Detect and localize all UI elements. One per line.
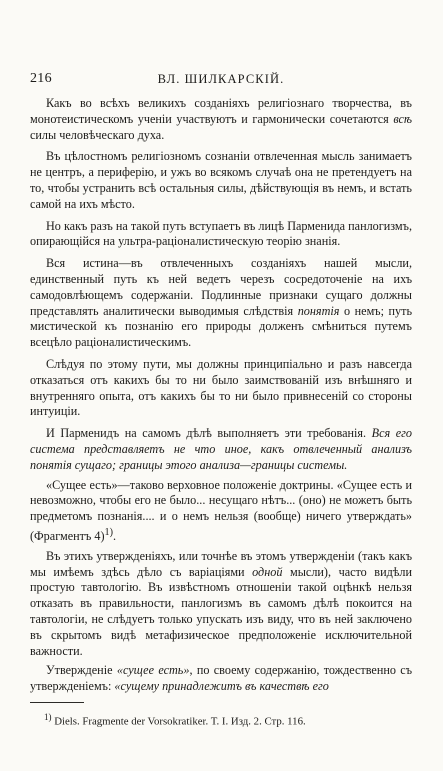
paragraph-9-emphasis-1: «сущее есть» <box>116 663 190 678</box>
paragraph-6-emphasis: Вся его система представляетъ не что иное, какъ отвлеченный анализъ понятія сущаго; границы этого анализа—границы системы. <box>30 426 412 472</box>
paragraph-5: Слѣдуя по этому пути, мы должны принципіально и разъ навсегда отказаться отъ какихъ бы то ни было заимствованій изъ внѣшняго и внутренняго опыта, отъ какихъ бы то ни было привнесеній со стороны интуиціи. <box>30 356 412 419</box>
paragraph-8-emphasis: одной <box>252 564 283 579</box>
paragraph-9-middle: , по своему содержанію, тождественно съ утвержденіемъ: <box>30 663 413 694</box>
paragraph-1-text: Какъ во всѣхъ великихъ созданіяхъ религіознаго творчества, въ монотеистическомъ ученіи участвуютъ и гармонически сочетаются <box>30 96 412 126</box>
footnote <box>44 711 412 729</box>
paragraph-9-text: Утвержденіе <box>46 663 113 678</box>
paragraph-9 <box>30 663 412 695</box>
footnote-reference: 1) <box>104 526 113 538</box>
footnote-marker: 1) <box>44 712 52 722</box>
running-head: ВЛ. ШИЛКАРСКІЙ. <box>157 72 285 86</box>
paragraph-8-end: мысли), часто видѣли простую тавтологію. Въ извѣстномъ отношеніи такой оцѣнкѣ нельзя отказать въ правильности, панлогизмъ въ самомъ дѣлѣ покоится на тавтологіи, не слѣдуетъ только упускать изъ виду, что въ ней заключено въ скрытомъ видѣ метафизическое предположеніе исключительной важности. <box>30 564 413 658</box>
paragraph-4 <box>30 256 412 351</box>
footnote-text: Diels. Fragmente der Vorsokratiker. T. I. Изд. 2. Стр. 116. <box>54 715 306 728</box>
paragraph-4-text: Вся истина—въ отвлеченныхъ созданіяхъ нашей мысли, единственный путь къ ней ведетъ черезъ сосредоточеніе на ихъ самодовлѣющемъ содержаніи. Подлинные признаки сущаго должны представлять аналитически выводимыя слѣдствія <box>30 256 412 318</box>
paragraph-1 <box>30 96 412 143</box>
paragraph-3: Но какъ разъ на такой путь вступаетъ въ лицѣ Парменида панлогизмъ, опирающійся на ультра-раціоналистическую теорію знанія. <box>30 218 412 249</box>
footnote-divider <box>30 702 84 703</box>
paragraph-8 <box>30 549 412 660</box>
paragraph-7-text: «Сущее есть»—таково верховное положеніе доктрины. «Сущее есть и невозможно, чтобы его не было... несущаго нѣтъ... (оно) не можетъ быть предметомъ познанія.... и о немъ нельзя (вообще) ничего утверждать» (Фрагментъ 4) <box>30 477 412 543</box>
paragraph-4-emphasis: понятія <box>297 303 340 318</box>
page-header <box>30 71 412 89</box>
paragraph-6-text: И Парменидъ на самомъ дѣлѣ выполняетъ эти требованія. <box>46 426 367 441</box>
paragraph-8-text: Въ этихъ утвержденіяхъ, или точнѣе въ этомъ утвержденіи (такъ какъ мы имѣемъ здѣсь дѣло съ варіаціями <box>30 548 412 579</box>
paragraph-2: Въ цѣлостномъ религіозномъ сознаніи отвлеченная мысль занимаетъ не центръ, а периферію, и ужъ во всякомъ случаѣ она не претендуетъ на то, чтобы устранить всѣ остальныя силы, дѣйствующія въ немъ, и встать самой на ихъ мѣсто. <box>30 149 412 211</box>
paragraph-1-emphasis: всѣ <box>393 111 412 126</box>
body-text <box>30 96 412 701</box>
paragraph-6 <box>30 426 412 473</box>
paragraph-7-end: . <box>112 528 117 543</box>
page-number: 216 <box>30 71 52 86</box>
footnote-marker-number: 1 <box>44 712 49 722</box>
paragraph-9-emphasis-2: «сущему принадлежитъ въ качествѣ его <box>114 679 329 694</box>
paragraph-7 <box>30 478 412 545</box>
paragraph-4-end: о немъ; путь мистической къ познанію его природы долженъ смѣниться путемъ всецѣло раціоналистическимъ. <box>30 303 413 350</box>
paragraph-1-end: силы человѣческаго духа. <box>30 127 165 142</box>
footnote-reference-number: 1 <box>104 526 110 538</box>
